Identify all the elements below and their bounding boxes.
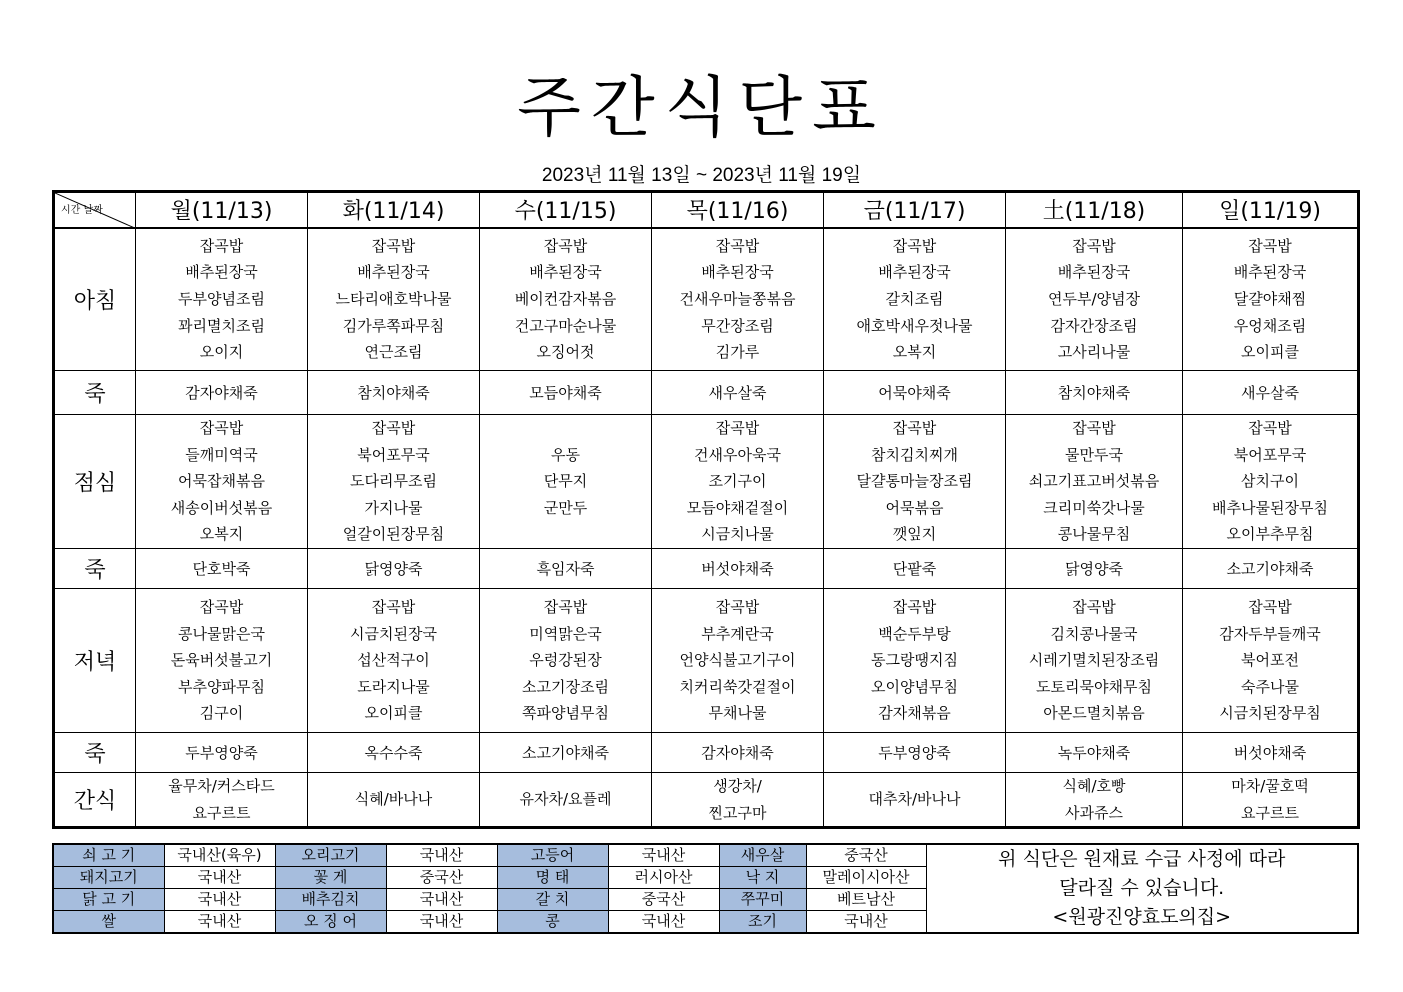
menu-item: 건고구마순나물 bbox=[514, 316, 617, 335]
menu-item: 김가루쪽파무침 bbox=[342, 316, 445, 335]
menu-item: 오이피클 bbox=[1241, 343, 1299, 362]
menu-item: 우렁강된장 bbox=[529, 651, 602, 670]
menu-item: 물만두국 bbox=[1065, 445, 1123, 464]
menu-item: 우엉채조림 bbox=[1233, 316, 1307, 335]
menu-item: 얼갈이된장무침 bbox=[342, 525, 445, 544]
menu-item: 모듬야채겉절이 bbox=[686, 498, 789, 517]
menu-item: 치커리쑥갓겉절이 bbox=[679, 677, 796, 696]
porridge-morning-row bbox=[54, 371, 1359, 415]
porridge-lunch-cell-day6: 소고기야채죽 bbox=[1183, 549, 1359, 589]
origin-country: 중국산 bbox=[386, 867, 497, 889]
day-header-fri: 금(11/17) bbox=[824, 192, 1006, 228]
menu-item: 오이피클 bbox=[364, 704, 423, 723]
menu-item: 우동 bbox=[551, 445, 580, 464]
porridge-dinner-cell-day1: 옥수수죽 bbox=[308, 733, 480, 773]
notice-cell bbox=[926, 844, 1358, 933]
menu-item: 배추된장국 bbox=[1233, 263, 1307, 282]
menu-item: 요구르트 bbox=[1241, 803, 1299, 822]
origin-country: 베트남산 bbox=[806, 889, 926, 911]
menu-item: 베이컨감자볶음 bbox=[514, 289, 617, 308]
origin-country: 국내산(육우) bbox=[164, 844, 275, 867]
meal-label-lunch: 점심 bbox=[54, 415, 136, 549]
origin-country: 국내산 bbox=[386, 844, 497, 867]
menu-item: 오이양념무침 bbox=[871, 677, 958, 696]
corner-label: 시간 날짜 bbox=[61, 205, 103, 216]
menu-item: 백순두부탕 bbox=[878, 624, 951, 643]
weekly-menu-table bbox=[52, 190, 1360, 829]
menu-item: 배추된장국 bbox=[529, 263, 602, 282]
dinner-cell-day5 bbox=[1006, 589, 1183, 733]
snack-cell-day0 bbox=[136, 773, 308, 828]
origin-country: 국내산 bbox=[164, 867, 275, 889]
porridge-dinner-cell-day4: 두부영양죽 bbox=[824, 733, 1006, 773]
menu-item: 배추된장국 bbox=[1057, 263, 1131, 282]
snack-cell-day6 bbox=[1183, 773, 1359, 828]
origin-ingredient: 돼지고기 bbox=[53, 867, 164, 889]
menu-item: 콩나물맑은국 bbox=[178, 624, 265, 643]
origin-country: 국내산 bbox=[806, 911, 926, 934]
menu-item bbox=[480, 415, 651, 442]
menu-item: 숙주나물 bbox=[1241, 677, 1299, 696]
origin-ingredient: 오 징 어 bbox=[275, 911, 386, 934]
breakfast-cell-day2 bbox=[480, 228, 652, 371]
menu-item: 잡곡밥 bbox=[199, 598, 244, 617]
menu-item: 돈육버섯불고기 bbox=[170, 651, 273, 670]
menu-item: 김치콩나물국 bbox=[1050, 624, 1138, 643]
day-header-row bbox=[54, 192, 1359, 228]
menu-item: 도토리묵야채무침 bbox=[1036, 677, 1152, 696]
menu-item: 배추된장국 bbox=[185, 263, 258, 282]
menu-item: 잡곡밥 bbox=[715, 598, 760, 617]
day-header-thu: 목(11/16) bbox=[652, 192, 824, 228]
menu-item: 김가루 bbox=[715, 343, 760, 362]
origin-ingredient: 오리고기 bbox=[275, 844, 386, 867]
origin-country: 국내산 bbox=[386, 911, 497, 934]
origin-ingredient: 고등어 bbox=[497, 844, 608, 867]
porridge-morning-cell-day3: 새우살죽 bbox=[652, 371, 824, 415]
day-header-mon: 월(11/13) bbox=[136, 192, 308, 228]
origin-country: 중국산 bbox=[806, 844, 926, 867]
dinner-cell-day3 bbox=[652, 589, 824, 733]
porridge-dinner-cell-day3: 감자야채죽 bbox=[652, 733, 824, 773]
menu-item: 북어포무국 bbox=[1233, 445, 1307, 464]
porridge-lunch-cell-day2: 흑임자죽 bbox=[480, 549, 652, 589]
lunch-cell-day5 bbox=[1006, 415, 1183, 549]
porridge-morning-cell-day1: 참치야채죽 bbox=[308, 371, 480, 415]
menu-item: 삼치구이 bbox=[1241, 472, 1299, 491]
menu-item: 생강차/ bbox=[713, 777, 762, 795]
origin-ingredient: 쇠 고 기 bbox=[53, 844, 164, 867]
menu-item: 단무지 bbox=[543, 472, 588, 491]
menu-item: 식혜/호빵 bbox=[1062, 777, 1126, 795]
menu-item: 잡곡밥 bbox=[199, 419, 244, 438]
porridge-dinner-cell-day0: 두부영양죽 bbox=[136, 733, 308, 773]
lunch-cell-day0 bbox=[136, 415, 308, 549]
menu-item: 콩나물무침 bbox=[1057, 525, 1131, 544]
origin-table bbox=[52, 843, 1359, 934]
menu-item: 오복지 bbox=[199, 525, 244, 544]
day-header-wed: 수(11/15) bbox=[480, 192, 652, 228]
origin-ingredient: 쭈꾸미 bbox=[719, 889, 806, 911]
breakfast-row bbox=[54, 228, 1359, 371]
menu-item: 꽈리멸치조림 bbox=[178, 316, 265, 335]
menu-item: 도다리무조림 bbox=[350, 472, 437, 491]
snack-cell-day3 bbox=[652, 773, 824, 828]
origin-row bbox=[53, 844, 1358, 867]
menu-item: 잡곡밥 bbox=[199, 236, 244, 255]
menu-item: 달걀야채찜 bbox=[1233, 289, 1307, 308]
origin-country: 국내산 bbox=[386, 889, 497, 911]
meal-label-porridge: 죽 bbox=[54, 733, 136, 773]
origin-ingredient: 배추김치 bbox=[275, 889, 386, 911]
origin-ingredient: 낙 지 bbox=[719, 867, 806, 889]
snack-row bbox=[54, 773, 1359, 828]
menu-item: 오이부추무침 bbox=[1226, 525, 1314, 544]
dinner-cell-day1 bbox=[308, 589, 480, 733]
porridge-morning-cell-day4: 어묵야채죽 bbox=[824, 371, 1006, 415]
menu-item: 잡곡밥 bbox=[371, 598, 416, 617]
menu-item: 잡곡밥 bbox=[892, 236, 937, 255]
dinner-cell-day0 bbox=[136, 589, 308, 733]
menu-item: 율무차/커스타드 bbox=[168, 777, 275, 795]
origin-country: 국내산 bbox=[164, 889, 275, 911]
menu-item: 갈치조림 bbox=[885, 289, 944, 308]
porridge-lunch-cell-day0: 단호박죽 bbox=[136, 549, 308, 589]
origin-ingredient: 새우살 bbox=[719, 844, 806, 867]
page-title: 주간식단표 bbox=[517, 69, 886, 146]
dinner-cell-day4 bbox=[824, 589, 1006, 733]
origin-ingredient: 닭 고 기 bbox=[53, 889, 164, 911]
lunch-cell-day1 bbox=[308, 415, 480, 549]
menu-item: 연근조림 bbox=[364, 343, 423, 362]
meal-label-porridge: 죽 bbox=[54, 371, 136, 415]
porridge-lunch-cell-day5: 닭영양죽 bbox=[1006, 549, 1183, 589]
menu-item: 잡곡밥 bbox=[1072, 598, 1116, 617]
day-header-sun: 일(11/19) bbox=[1183, 192, 1359, 228]
menu-item: 대추차/바나나 bbox=[868, 790, 961, 809]
menu-item: 무채나물 bbox=[708, 704, 767, 723]
origin-ingredient: 갈 치 bbox=[497, 889, 608, 911]
lunch-cell-day4 bbox=[824, 415, 1006, 549]
snack-cell-day5 bbox=[1006, 773, 1183, 828]
menu-item: 유자차/요플레 bbox=[519, 790, 612, 809]
meal-label-dinner: 저녁 bbox=[54, 589, 136, 733]
porridge-morning-cell-day5: 참치야채죽 bbox=[1006, 371, 1183, 415]
menu-item: 미역맑은국 bbox=[529, 624, 602, 643]
porridge-lunch-row bbox=[54, 549, 1359, 589]
menu-item: 잡곡밥 bbox=[1248, 598, 1292, 617]
menu-item: 군만두 bbox=[543, 498, 588, 517]
dinner-cell-day6 bbox=[1183, 589, 1359, 733]
origin-country: 중국산 bbox=[608, 889, 719, 911]
porridge-lunch-cell-day4: 단팥죽 bbox=[824, 549, 1006, 589]
menu-item: 감자채볶음 bbox=[878, 704, 951, 723]
menu-item: 조기구이 bbox=[708, 472, 767, 491]
menu-item: 감자두부들깨국 bbox=[1219, 624, 1321, 643]
snack-cell-day2 bbox=[480, 773, 652, 828]
menu-item: 시금치된장국 bbox=[350, 624, 437, 643]
menu-item: 잡곡밥 bbox=[1248, 236, 1292, 255]
breakfast-cell-day1 bbox=[308, 228, 480, 371]
menu-item: 잡곡밥 bbox=[715, 236, 760, 255]
menu-item: 잡곡밥 bbox=[892, 598, 937, 617]
menu-item: 오징어젓 bbox=[536, 343, 595, 362]
origin-country: 러시아산 bbox=[608, 867, 719, 889]
menu-item: 건새우마늘쫑볶음 bbox=[679, 289, 796, 308]
menu-item: 깻잎지 bbox=[892, 525, 937, 544]
breakfast-cell-day6 bbox=[1183, 228, 1359, 371]
porridge-dinner-cell-day6: 버섯야채죽 bbox=[1183, 733, 1359, 773]
menu-item: 아몬드멸치볶음 bbox=[1043, 704, 1145, 723]
menu-item: 부추계란국 bbox=[701, 624, 774, 643]
porridge-dinner-row bbox=[54, 733, 1359, 773]
menu-item: 잡곡밥 bbox=[1072, 236, 1116, 255]
menu-item: 어묵잡채볶음 bbox=[178, 472, 265, 491]
menu-item: 오이지 bbox=[199, 343, 244, 362]
notice-line: 위 식단은 원재료 수급 사정에 따라 bbox=[998, 848, 1286, 870]
lunch-cell-day3 bbox=[652, 415, 824, 549]
menu-item: 가지나물 bbox=[364, 498, 423, 517]
menu-item: 언양식불고기구이 bbox=[679, 651, 796, 670]
day-header-sat: 土(11/18) bbox=[1006, 192, 1183, 228]
origin-country: 국내산 bbox=[608, 911, 719, 934]
menu-item: 어묵볶음 bbox=[885, 498, 944, 517]
notice-line: <원광진양효도의집> bbox=[1052, 906, 1232, 928]
menu-item bbox=[480, 521, 651, 548]
corner-cell bbox=[54, 192, 136, 228]
origin-ingredient: 명 태 bbox=[497, 867, 608, 889]
menu-item: 고사리나물 bbox=[1057, 343, 1131, 362]
porridge-morning-cell-day6: 새우살죽 bbox=[1183, 371, 1359, 415]
menu-item: 새송이버섯볶음 bbox=[170, 498, 273, 517]
menu-item: 배추된장국 bbox=[357, 263, 430, 282]
meal-label-breakfast: 아침 bbox=[54, 228, 136, 371]
menu-item: 시금치나물 bbox=[701, 525, 774, 544]
lunch-cell-day2 bbox=[480, 415, 652, 549]
snack-cell-day1 bbox=[308, 773, 480, 828]
menu-item: 잡곡밥 bbox=[371, 419, 416, 438]
menu-item: 잡곡밥 bbox=[715, 419, 760, 438]
breakfast-cell-day4 bbox=[824, 228, 1006, 371]
porridge-dinner-cell-day2: 소고기야채죽 bbox=[480, 733, 652, 773]
meal-label-porridge: 죽 bbox=[54, 549, 136, 589]
menu-item: 마차/꿀호떡 bbox=[1231, 777, 1309, 795]
snack-cell-day4 bbox=[824, 773, 1006, 828]
menu-item: 사과쥬스 bbox=[1065, 803, 1123, 822]
origin-ingredient: 꽃 게 bbox=[275, 867, 386, 889]
menu-item: 도라지나물 bbox=[357, 677, 430, 696]
notice-line: 달라질 수 있습니다. bbox=[1059, 877, 1225, 899]
menu-item: 쪽파양념무침 bbox=[522, 704, 609, 723]
dinner-cell-day2 bbox=[480, 589, 652, 733]
menu-item: 잡곡밥 bbox=[1248, 419, 1292, 438]
menu-item: 쇠고기표고버섯볶음 bbox=[1028, 472, 1160, 491]
menu-item: 참치김치찌개 bbox=[871, 445, 958, 464]
menu-item: 잡곡밥 bbox=[1072, 419, 1116, 438]
menu-item: 잡곡밥 bbox=[371, 236, 416, 255]
origin-country: 국내산 bbox=[164, 911, 275, 934]
menu-item: 감자간장조림 bbox=[1050, 316, 1138, 335]
menu-item: 배추된장국 bbox=[701, 263, 774, 282]
menu-item: 잡곡밥 bbox=[892, 419, 937, 438]
breakfast-cell-day0 bbox=[136, 228, 308, 371]
menu-item: 배추나물된장무침 bbox=[1212, 498, 1328, 517]
menu-item: 느타리애호박나물 bbox=[335, 289, 452, 308]
origin-ingredient: 콩 bbox=[497, 911, 608, 934]
menu-item: 북어포전 bbox=[1241, 651, 1299, 670]
dinner-row bbox=[54, 589, 1359, 733]
porridge-lunch-cell-day1: 닭영양죽 bbox=[308, 549, 480, 589]
menu-item: 들깨미역국 bbox=[185, 445, 258, 464]
porridge-dinner-cell-day5: 녹두야채죽 bbox=[1006, 733, 1183, 773]
menu-item: 달걀통마늘장조림 bbox=[856, 472, 973, 491]
menu-item: 건새우아욱국 bbox=[694, 445, 781, 464]
breakfast-cell-day5 bbox=[1006, 228, 1183, 371]
lunch-row bbox=[54, 415, 1359, 549]
menu-item: 크리미쑥갓나물 bbox=[1043, 498, 1145, 517]
menu-item: 김구이 bbox=[199, 704, 244, 723]
menu-item: 북어포무국 bbox=[357, 445, 430, 464]
period-range: 2023년 11월 13일 ~ 2023년 11월 19일 bbox=[541, 165, 862, 186]
meal-label-snack: 간식 bbox=[54, 773, 136, 828]
menu-item: 잡곡밥 bbox=[543, 598, 588, 617]
menu-item: 애호박새우젓나물 bbox=[856, 316, 973, 335]
origin-ingredient: 조기 bbox=[719, 911, 806, 934]
menu-item: 무간장조림 bbox=[701, 316, 774, 335]
menu-item: 연두부/양념장 bbox=[1048, 289, 1140, 308]
day-header-tue: 화(11/14) bbox=[308, 192, 480, 228]
origin-ingredient: 쌀 bbox=[53, 911, 164, 934]
menu-item: 동그랑땡지짐 bbox=[871, 651, 958, 670]
origin-country: 말레이시아산 bbox=[806, 867, 926, 889]
lunch-cell-day6 bbox=[1183, 415, 1359, 549]
breakfast-cell-day3 bbox=[652, 228, 824, 371]
menu-item: 배추된장국 bbox=[878, 263, 951, 282]
menu-item: 시레기멸치된장조림 bbox=[1028, 651, 1160, 670]
menu-item: 잡곡밥 bbox=[543, 236, 588, 255]
origin-country: 국내산 bbox=[608, 844, 719, 867]
menu-item: 식혜/바나나 bbox=[354, 790, 433, 809]
menu-item: 소고기장조림 bbox=[522, 677, 609, 696]
porridge-morning-cell-day2: 모듬야채죽 bbox=[480, 371, 652, 415]
menu-item: 요구르트 bbox=[192, 803, 251, 822]
porridge-morning-cell-day0: 감자야채죽 bbox=[136, 371, 308, 415]
menu-item: 찐고구마 bbox=[708, 803, 767, 822]
menu-item: 부추양파무침 bbox=[178, 677, 265, 696]
menu-item: 섭산적구이 bbox=[357, 651, 430, 670]
menu-item: 시금치된장무침 bbox=[1219, 704, 1321, 723]
porridge-lunch-cell-day3: 버섯야채죽 bbox=[652, 549, 824, 589]
menu-item: 오복지 bbox=[892, 343, 937, 362]
menu-item: 두부양념조림 bbox=[178, 289, 265, 308]
